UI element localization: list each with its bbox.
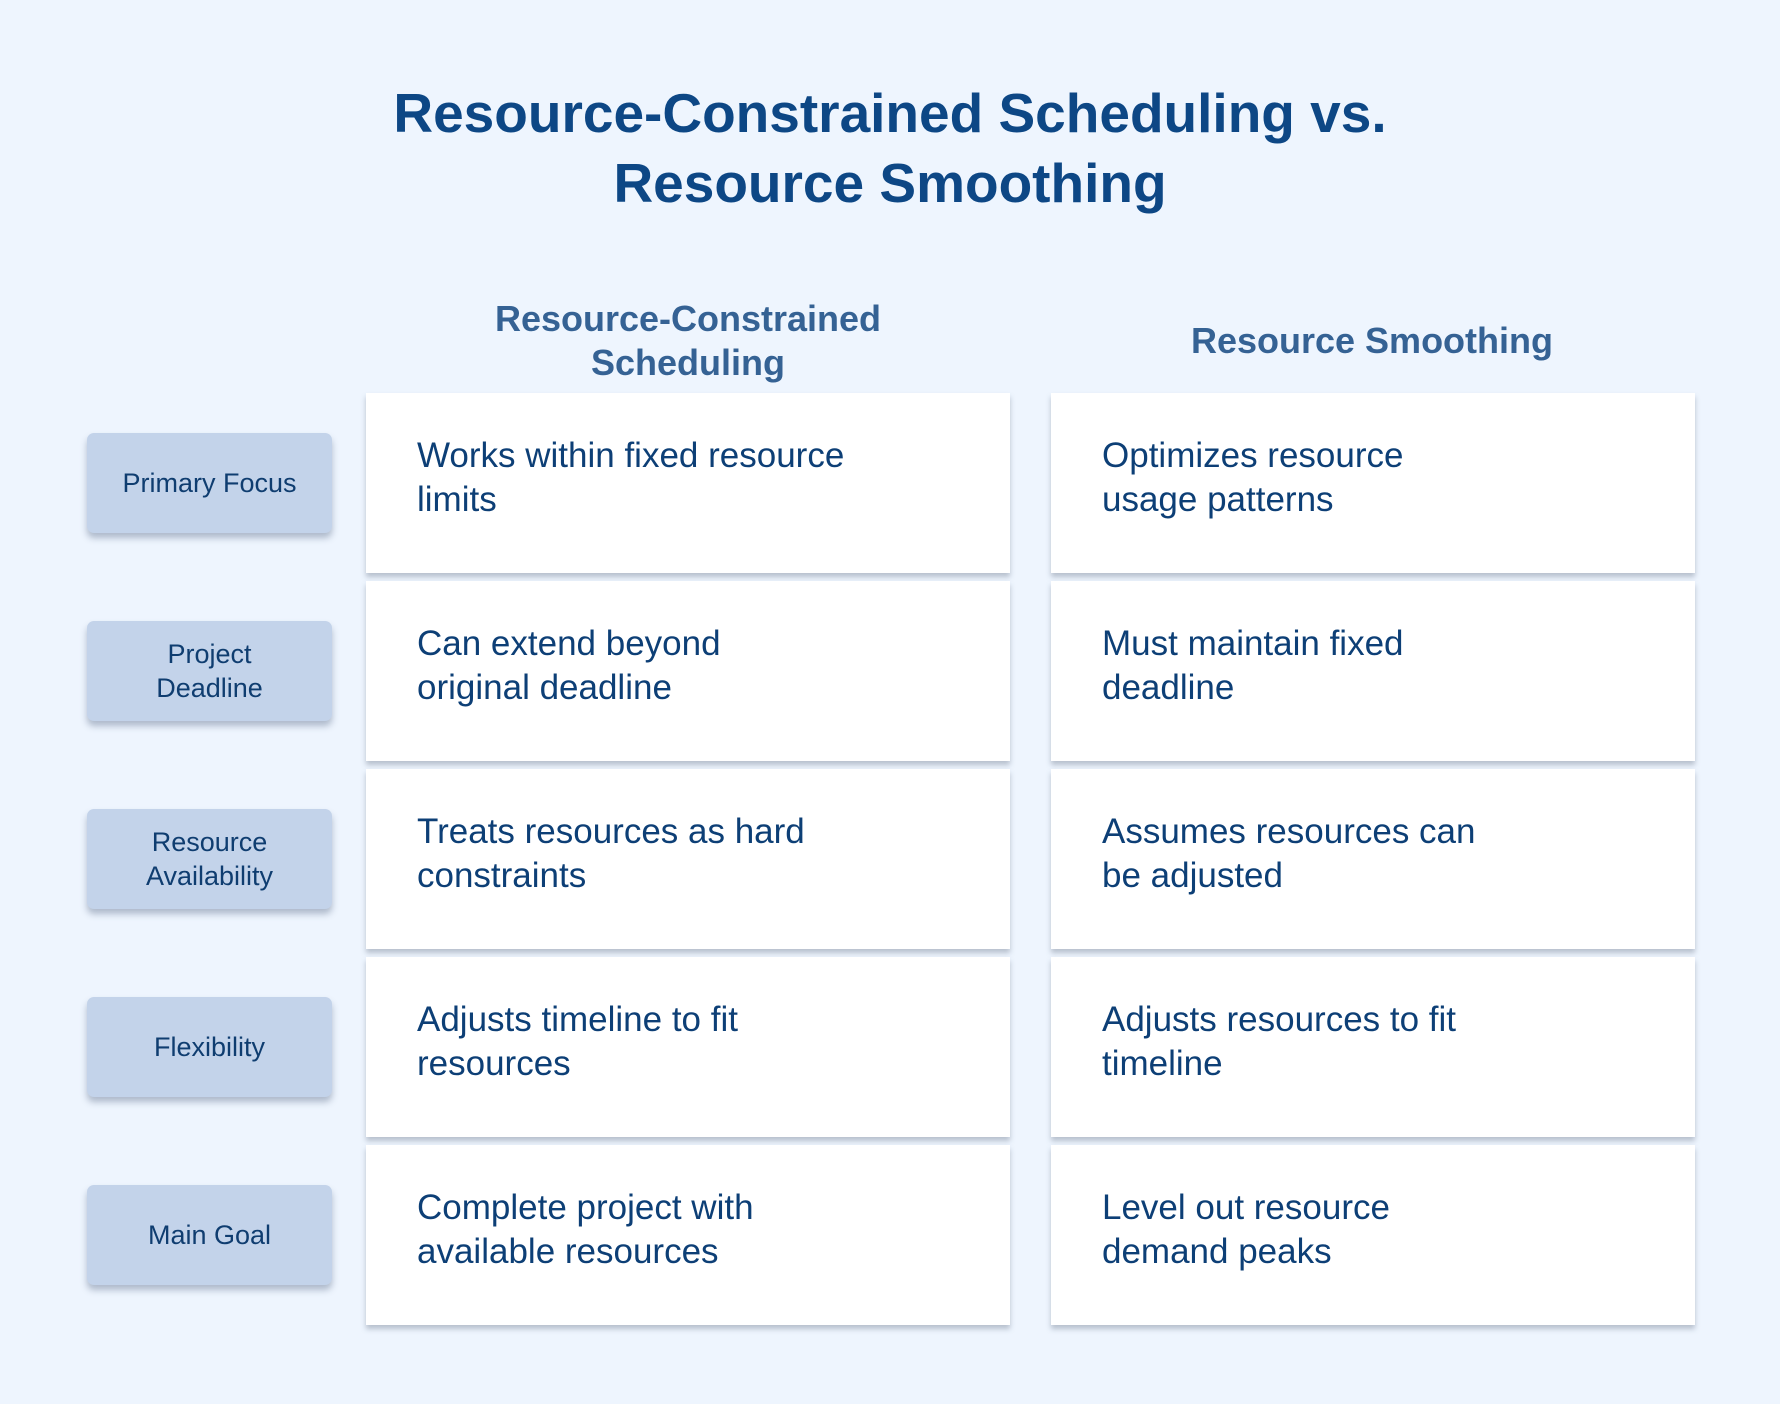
cell-text-line: Treats resources as hard <box>417 812 805 851</box>
cell-main-goal-constrained <box>366 1145 1010 1325</box>
cell-flexibility-smoothing <box>1051 957 1695 1137</box>
cell-text-line: Adjusts timeline to fit <box>417 1000 738 1039</box>
cell-text-line: Optimizes resource <box>1102 436 1404 475</box>
cell-primary-focus-constrained <box>366 393 1010 573</box>
row-label-line: Deadline <box>156 673 263 703</box>
row-label-line: Project <box>167 639 252 669</box>
cell-text-line: Must maintain fixed <box>1102 624 1404 663</box>
cell-text-line: demand peaks <box>1102 1232 1332 1271</box>
cell-text-line: Complete project with <box>417 1188 754 1227</box>
row-label-project-deadline <box>87 621 332 721</box>
row-label-resource-availability <box>87 809 332 909</box>
column-header-line: Resource-Constrained <box>494 298 882 339</box>
cell-text-line: deadline <box>1102 668 1235 707</box>
cell-text-line: Level out resource <box>1102 1188 1390 1227</box>
row-label-line: Flexibility <box>153 1032 266 1062</box>
cell-flexibility-constrained <box>366 957 1010 1137</box>
column-header-line: Scheduling <box>590 342 785 383</box>
row-label-flexibility <box>87 997 332 1097</box>
page-title <box>0 78 1780 218</box>
row-label-main-goal <box>87 1185 332 1285</box>
row-label-line: Availability <box>145 861 274 891</box>
column-header-line: Resource Smoothing <box>1190 320 1554 361</box>
page-title-line-1: Resource-Constrained Scheduling vs. <box>393 82 1387 144</box>
cell-text-line: Works within fixed resource <box>417 436 845 475</box>
cell-text-line: Can extend beyond <box>417 624 721 663</box>
cell-text-line: Assumes resources can <box>1102 812 1476 851</box>
cell-text-line: constraints <box>417 856 587 895</box>
cell-text-line: available resources <box>417 1232 719 1271</box>
row-label-line: Primary Focus <box>122 468 297 498</box>
cell-text-line: Adjusts resources to fit <box>1102 1000 1457 1039</box>
cell-project-deadline-constrained <box>366 581 1010 761</box>
cell-text-line: original deadline <box>417 668 672 707</box>
cell-text-line: resources <box>417 1044 571 1083</box>
page-title-line-2: Resource Smoothing <box>613 152 1167 214</box>
cell-text-line: usage patterns <box>1102 480 1334 519</box>
cell-primary-focus-smoothing <box>1051 393 1695 573</box>
cell-text-line: be adjusted <box>1102 856 1283 895</box>
cell-text-line: timeline <box>1102 1044 1223 1083</box>
column-header-resource-smoothing <box>1050 296 1694 386</box>
cell-main-goal-smoothing <box>1051 1145 1695 1325</box>
cell-resource-availability-smoothing <box>1051 769 1695 949</box>
row-label-primary-focus <box>87 433 332 533</box>
row-label-line: Resource <box>151 827 268 857</box>
row-label-line: Main Goal <box>147 1220 272 1250</box>
cell-text-line: limits <box>417 480 497 519</box>
cell-resource-availability-constrained <box>366 769 1010 949</box>
column-header-resource-constrained <box>366 296 1010 386</box>
cell-project-deadline-smoothing <box>1051 581 1695 761</box>
